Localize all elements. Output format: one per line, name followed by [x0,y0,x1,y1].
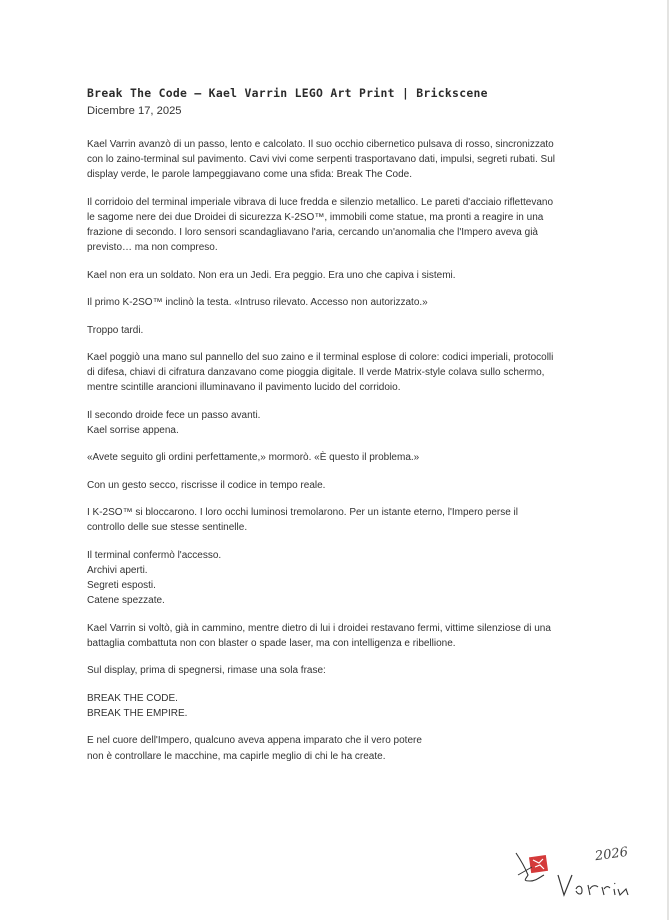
paragraph-line: Kael Varrin si voltò, già in cammino, mentre dietro di lui i droidei restavano fermi, vittime silenziose di una battaglia combattuta non con blaster o spade laser, ma con intelligenza e ribellione. [87,622,551,649]
paragraph-line: Archivi aperti. [87,564,148,576]
document-title: Break The Code – Kael Varrin LEGO Art Print | Brickscene [87,86,488,100]
paragraph [87,450,557,465]
paragraph-line: Kael non era un soldato. Non era un Jedi. Era peggio. Era uno che capiva i sistemi. [87,269,456,281]
paragraph-line: Il secondo droide fece un passo avanti. [87,409,261,421]
paragraph-line: BREAK THE EMPIRE. [87,707,188,719]
paragraph-line: Kael sorrise appena. [87,424,179,436]
signature-year: 2026 [594,844,629,865]
paragraph [87,621,557,651]
paragraph-line: Il primo K-2SO™ inclinò la testa. «Intruso rilevato. Accesso non autorizzato.» [87,297,428,309]
paragraph-line: I K-2SO™ si bloccarono. I loro occhi luminosi tremolarono. Per un istante eterno, l'Impero perse il controllo delle sue stesse sentinelle. [87,507,518,534]
paragraph-line: E nel cuore dell'Impero, qualcuno aveva appena imparato che il vero potere [87,735,422,747]
paragraph-line: Troppo tardi. [87,324,144,336]
paragraph [87,350,557,396]
paragraph [87,733,557,763]
paragraph-line: non è controllare le macchine, ma capirle meglio di chi le ha create. [87,750,386,762]
paragraph [87,505,557,535]
paragraph-line: «Avete seguito gli ordini perfettamente,» mormorò. «È questo il problema.» [87,452,420,464]
document-date: Dicembre 17, 2025 [87,105,182,117]
paragraph-line: Sul display, prima di spegnersi, rimase una sola frase: [87,665,326,677]
signature-block [510,845,635,905]
paragraph [87,137,557,183]
paragraph [87,323,557,338]
document-body [87,137,557,764]
paragraph [87,408,557,438]
paragraph [87,548,557,609]
document-content [87,86,557,776]
paragraph-line: BREAK THE CODE. [87,692,178,704]
paragraph [87,478,557,493]
paragraph [87,663,557,678]
paragraph-line: Segreti esposti. [87,580,156,592]
paragraph [87,268,557,283]
paragraph-line: Con un gesto secco, riscrisse il codice in tempo reale. [87,479,326,491]
paragraph [87,195,557,256]
paragraph-line: Il corridoio del terminal imperiale vibrava di luce fredda e silenzio metallico. Le pareti d'acciaio riflettevano le sagome nere dei due Droidei di sicurezza K-2SO™, immobili come statue, ma pronti a reagire in una frazione di secondo. I loro sensori scandagliavano l'aria, cercando un'anomalia che l'Impero aveva già previsto… ma non compreso. [87,196,554,254]
paragraph-line: Catene spezzate. [87,595,165,607]
paragraph-line: Kael poggiò una mano sul pannello del suo zaino e il terminal esplose di colore: codici imperiali, protocolli di difesa, chiavi di cifratura danzavano come pioggia digitale. Il verde Matrix-style colava sullo schermo, mentre scintille arancioni illuminavano il pavimento lucido del corridoio. [87,351,554,394]
paragraph-line: Il terminal confermò l'accesso. [87,549,222,561]
paragraph-line: Kael Varrin avanzò di un passo, lento e calcolato. Il suo occhio cibernetico pulsava di rosso, sincronizzato con lo zaino-terminal sul pavimento. Cavi vivi come serpenti trasportavano dati, impulsi, segreti rubati. Sul display verde, le parole lampeggiavano come una sfida: Break The Code. [87,139,555,181]
paragraph [87,295,557,310]
paragraph [87,691,557,721]
